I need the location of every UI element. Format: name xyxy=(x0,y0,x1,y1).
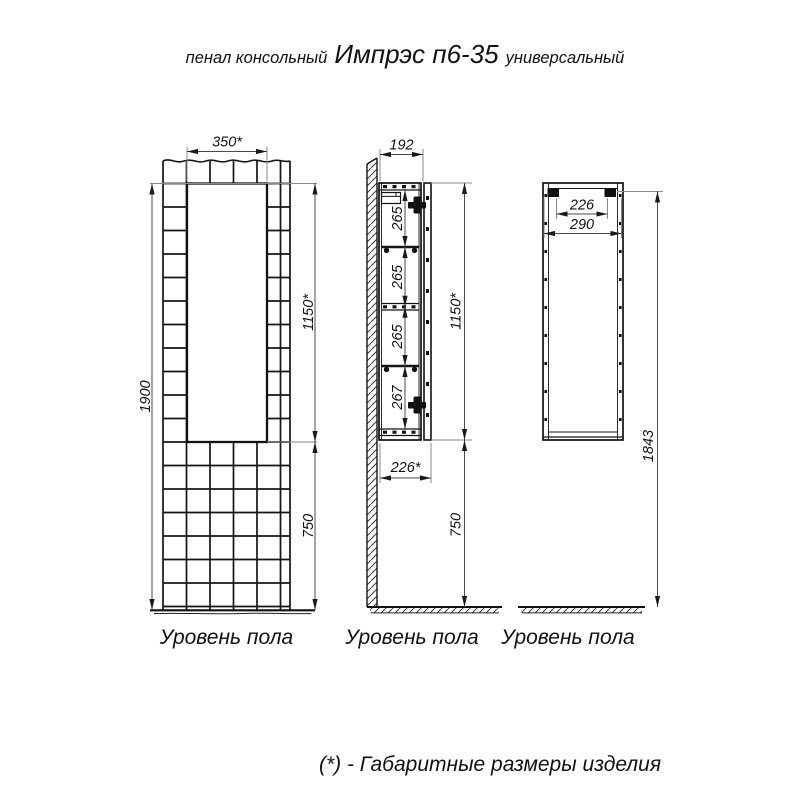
dim-side-section3: 265 xyxy=(390,324,406,349)
shelf-pin xyxy=(412,248,417,253)
wall-hanger-bracket xyxy=(382,193,401,204)
floor-level-label-side: Уровень пола xyxy=(345,626,479,649)
dim-side-section1: 265 xyxy=(390,206,406,231)
dim-front-floor-gap: 750 xyxy=(301,513,317,539)
title-prefix: пенал консольный xyxy=(185,49,328,67)
cabinet-front-panel xyxy=(187,184,267,443)
dim-side-section4: 267 xyxy=(390,385,406,410)
dim-front-total-height: 1900 xyxy=(138,380,154,413)
door-section xyxy=(424,183,431,440)
wall-section-hatch xyxy=(367,158,377,607)
dim-back-width: 290 xyxy=(569,217,595,233)
floor-level-label-back: Уровень пола xyxy=(501,626,635,649)
dim-side-floor-gap: 750 xyxy=(448,512,465,538)
title-suffix: универсальный xyxy=(505,49,625,67)
shelf-pin xyxy=(384,248,389,253)
dim-front-width: 350* xyxy=(212,134,242,151)
dim-side-depth: 192 xyxy=(389,137,414,154)
shelf-pin xyxy=(384,367,389,372)
dim-side-section2: 265 xyxy=(390,264,406,290)
floor-level-label-front: Уровень пола xyxy=(159,626,294,649)
floor-hatch-back xyxy=(520,608,642,613)
title-model: Импрэс п6-35 xyxy=(334,39,499,69)
dim-back-hanger-span: 226 xyxy=(569,197,595,214)
floor-hatch-side xyxy=(370,608,500,613)
dim-side-cabinet-height: 1150* xyxy=(448,293,465,330)
shelf-pin xyxy=(412,367,417,372)
hanger-left xyxy=(548,189,560,198)
footnote: (*) - Габаритные размеры изделия xyxy=(318,753,662,776)
hanger-right xyxy=(605,189,617,198)
floor-underline-front xyxy=(154,613,311,614)
dim-side-total-depth: 226* xyxy=(390,460,421,476)
dim-front-cabinet-height: 1150* xyxy=(301,294,317,331)
dim-back-hanger-height: 1843 xyxy=(641,429,657,463)
